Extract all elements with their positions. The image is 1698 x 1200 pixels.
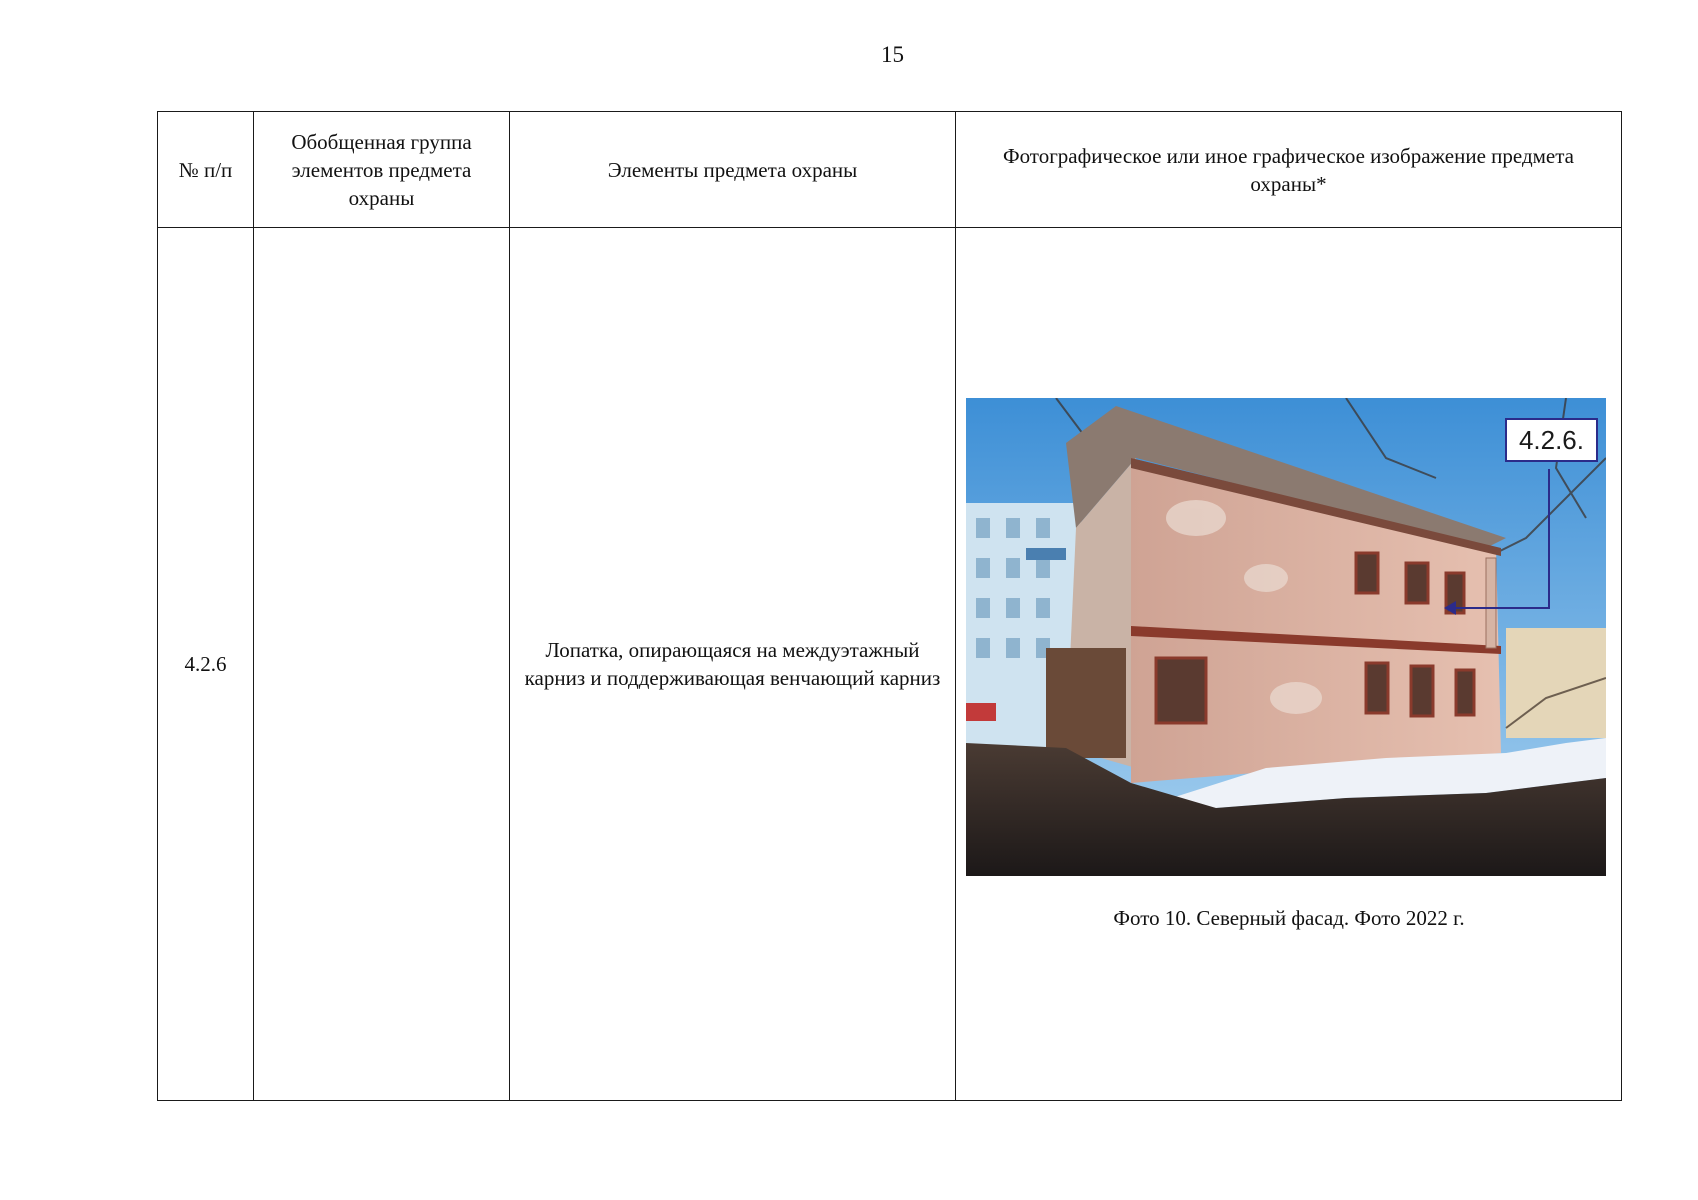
header-group: Обобщенная группа элементов предмета охраны [254, 112, 510, 228]
callout-arrow-icon [1444, 601, 1456, 615]
callout-leader-horizontal [1450, 607, 1550, 609]
row-group [254, 228, 510, 1101]
header-num: № п/п [158, 112, 254, 228]
callout-label: 4.2.6. [1505, 418, 1598, 462]
protection-items-table [157, 111, 1622, 1101]
row-elements: Лопатка, опирающаяся на междуэтажный карниз и поддерживающая венчающий карниз [510, 228, 956, 1101]
row-num: 4.2.6 [158, 228, 254, 1101]
table-header-row [158, 112, 1622, 228]
header-elements: Элементы предмета охраны [510, 112, 956, 228]
callout-leader-vertical [1548, 469, 1550, 609]
facade-photo [966, 398, 1606, 876]
row-photo-cell [956, 228, 1622, 1101]
page-number: 15 [881, 42, 904, 67]
photo-caption: Фото 10. Северный фасад. Фото 2022 г. [1113, 906, 1465, 930]
facade-photo-image [966, 398, 1606, 876]
table-row [158, 228, 1622, 1101]
header-photo: Фотографическое или иное графическое изображение предмета охраны* [956, 112, 1622, 228]
